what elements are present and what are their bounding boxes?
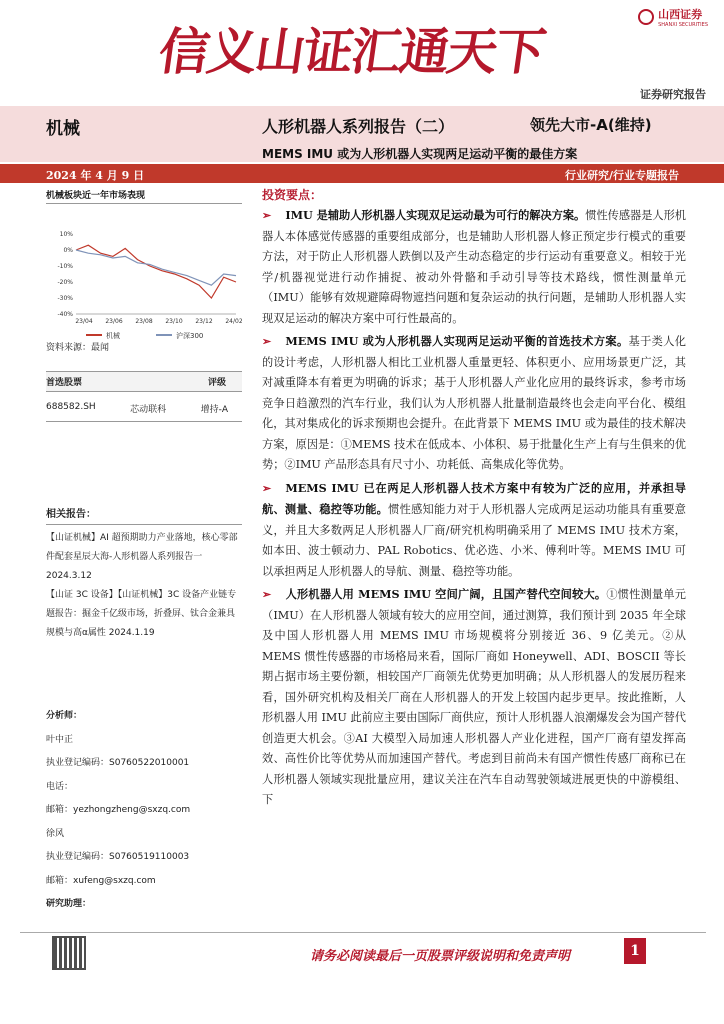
chart-title: 机械板块近一年市场表现 [46,188,242,204]
stock-code: 688582.SH [46,402,96,412]
paragraph-lead: 人形机器人用 MEMS IMU 空间广阔，且国产替代空间较大。 [285,587,607,601]
highlights-heading: 投资要点： [262,188,323,202]
x-tick-label: 23/08 [135,318,153,325]
paragraph-lead: MEMS IMU 或为人形机器人实现两足运动平衡的首选技术方案。 [285,334,629,348]
x-tick-label: 24/02 [225,318,242,325]
paragraph-body: 惯性传感器是人形机器人本体感觉传感器的重要组成部分，也是辅助人形机器人修正预定步行模式的重要方法，对于防止人形机器人跌倒以及产生动态稳定的步行运动有重要意义。相较于光学/机器视觉进行动作捕捉、被动外骨骼和手动引导等技术路线，惯性测量单元（IMU）能够有效规避障碍物遮挡问题和复杂运动的执行问题，是辅助人形机器人实现双足运动的解决方案中可行性最高的。 [262,209,686,325]
company-logo [638,6,708,28]
x-tick-label: 23/04 [75,318,93,325]
y-tick-label: -40% [57,311,73,318]
bullet-icon: ➢ [262,587,272,601]
stock-name: 芯动联科 [130,405,167,415]
related-report-2[interactable]: 【山证 3C 设备】【山证机械】3C 设备产业链专题报告：掘金千亿级市场，折叠屏、钛合金兼具规模与高α属性 2024.1.19 [46,590,237,638]
paragraph-body: ①惯性测量单元（IMU）在人形机器人领域有较大的应用空间，通过测算，我们预计到 2035 年全球及中国人形机器人用 MEMS IMU 市场规模将分别接近 36、9 亿美元。②从 MEMS 惯性传感器的市场格局来看，国际厂商如 Honeywell、ADI、BOSCII 等长期占据市场主要份额，相较国产厂商领先优势更加明确；从人形机器人的发展历程来看，国外研究机构及相关厂商在人形机器人的开发上较国内起步更早。按此推断，人形机器人用 IMU 此前应主要由国际厂商供应，预计人形机器人浪潮爆发会为国产替代创造更大机会。③AI 大模型入局加速人形机器人产业化进程，国产厂商有望发挥高效、高性价比等优势从而加速国产替代。考虑到目前尚未有国产惯性传感厂商称已在人形机器人领域实现批量应用，建议关注在汽车自动驾驶领域进展更快的中游模组、下 [262,588,686,806]
analyst-name-1: 叶中正 [46,734,74,745]
chart-source: 资料来源：最闻 [46,343,110,353]
legend-label: 沪深300 [176,332,204,340]
related-reports [46,505,242,643]
x-tick-label: 23/10 [165,318,183,325]
related-report-1[interactable]: 【山证机械】AI 超预期助力产业落地，核心零部件配套星辰大海-人形机器人系列报告一 2024.3.12 [46,533,238,581]
x-tick-label: 23/12 [195,318,213,325]
logo-subtext: SHANXI SECURITIES [658,22,708,28]
bullet-icon: ➢ [262,480,272,495]
page-number: 1 [624,938,646,964]
qr-code-icon [52,936,86,970]
bullet-icon: ➢ [262,334,272,348]
bullet-icon: ➢ [262,208,272,222]
logo-icon [638,9,654,25]
series-title: 人形机器人系列报告（二） [262,117,455,136]
y-tick-label: -10% [57,263,73,270]
header-rating: 评级 [207,378,226,388]
disclaimer-notice: 请务必阅读最后一页股票评级说明和免责声明 [310,949,571,964]
analyst-email-1[interactable]: 邮箱：yezhongzheng@sxzq.com [46,805,191,815]
highlight-paragraph-2 [262,331,686,476]
series-line-沪深300 [76,250,236,285]
paragraph-lead: MEMS IMU 已在两足人形机器人技术方案中有较为广泛的应用，并承担导航、测量、稳控等功能。 [262,480,686,516]
paragraph-body: 基于类人化的设计考虑，人形机器人相比工业机器人重量更轻、体积更小、应用场景更广泛，其对减重降本有着更为明确的诉求；基于人形机器人产业化应用的最终诉求，参考市场竞争日趋激烈的汽车行业，我们认为人形机器人批量制造最终也会走向平台化、模组化，其对集成化的诉求预期也会提升。在此背景下 MEMS IMU 或为最佳的技术解决方案，原因是：①MEMS 技术在低成本、小体积、易于批量化生产上有与生俱来的优势；②IMU 产品形态具有尺寸小、功耗低、高集成化等优势。 [262,335,686,471]
analyst-license-1: 执业登记编码：S0760522010001 [46,758,190,768]
analyst-phone-1: 电话： [46,781,74,792]
header-stock: 首选股票 [46,378,83,388]
series-line-机械 [76,245,236,298]
assistant-heading: 研究助理： [46,899,92,909]
report-type: 行业研究/行业专题报告 [564,169,679,182]
analyst-license-2: 执业登记编码：S0760519110003 [46,852,190,862]
y-tick-label: -30% [57,295,73,302]
table-divider [46,421,242,422]
stock-table-header [46,371,242,392]
sector-label: 机械 [46,119,80,139]
analyst-name-2: 徐风 [46,828,65,839]
related-heading: 相关报告： [46,505,242,525]
slogan: 信义山证汇通天下 [155,22,548,81]
stock-rating: 增持-A [200,405,228,415]
table-row [46,392,242,421]
y-tick-label: 0% [63,247,73,254]
stock-table [46,371,242,422]
market-performance-chart [46,204,242,344]
y-tick-label: 10% [59,231,73,238]
report-date: 2024 年 4 月 9 日 [46,169,145,182]
paragraph-lead: IMU 是辅助人形机器人实现双足运动最为可行的解决方案。 [285,208,586,222]
report-category-tag: 证券研究报告 [640,88,706,101]
highlight-paragraph-4 [262,584,686,811]
investment-highlights [262,186,686,813]
footer-divider [20,932,706,933]
report-title: MEMS IMU 或为人形机器人实现两足运动平衡的最佳方案 [262,147,578,161]
legend-label: 机械 [106,332,120,340]
industry-rating: 领先大市-A(维持) [530,116,652,134]
highlight-paragraph-1 [262,205,686,329]
x-tick-label: 23/06 [105,318,123,325]
logo-text: 山西证券 [658,8,703,21]
y-tick-label: -20% [57,279,73,286]
analyst-heading: 分析师： [46,711,83,721]
analyst-section [46,705,242,917]
paragraph-body: 惯性感知能力对于人形机器人完成两足运动功能具有重要意义，并且大多数两足人形机器人厂商/研究机构明确采用了 MEMS IMU 技术方案，如本田、波士顿动力、PAL Robotics、优必选、小米、傅利叶等。MEMS IMU 可以承担两足人形机器人的导航、测量、稳控等功能。 [262,503,686,578]
analyst-email-2[interactable]: 邮箱：xufeng@sxzq.com [46,875,156,886]
highlight-paragraph-3 [262,478,686,583]
market-chart-section [46,188,242,348]
